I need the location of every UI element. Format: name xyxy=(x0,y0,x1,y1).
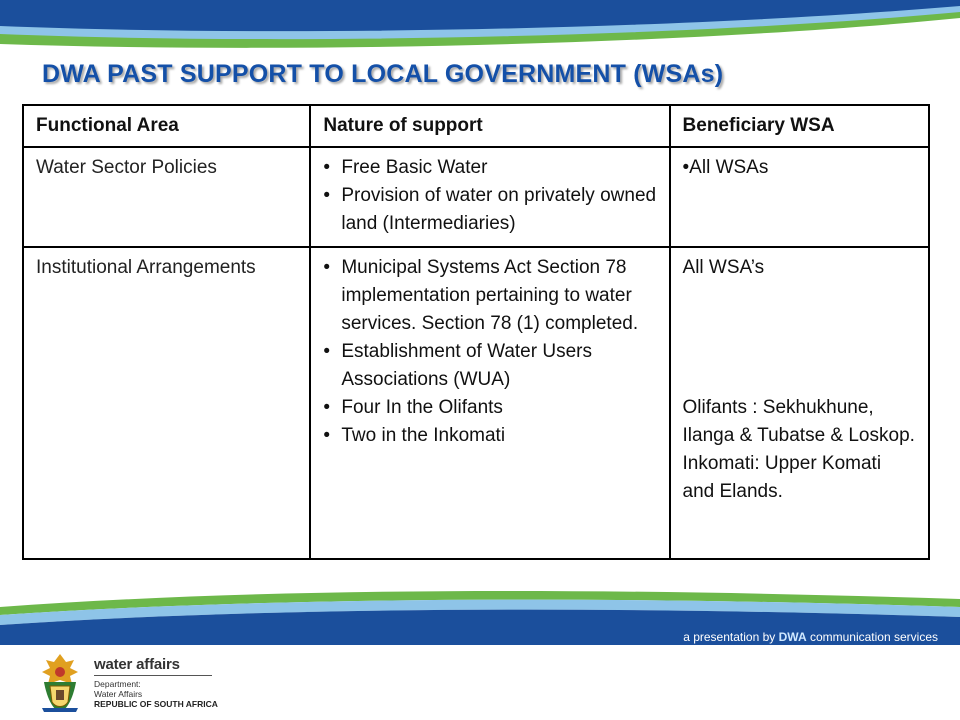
logo-dept-line1: Department: xyxy=(94,679,141,689)
tagline-brand: DWA xyxy=(778,630,807,644)
cell-functional-area: Institutional Arrangements xyxy=(23,247,310,559)
tagline-prefix: a presentation by xyxy=(683,630,776,644)
beneficiary-text: Olifants : Sekhukhune, Ilanga & Tubatse & Loskop. Inkomati: Upper Komati and Elands. xyxy=(682,397,915,502)
slide-title: DWA PAST SUPPORT TO LOCAL GOVERNMENT (WSAs) xyxy=(42,60,724,88)
beneficiary-spacer xyxy=(683,282,918,394)
list-item: • Municipal Systems Act Section 78 implementation pertaining to water services. Section 78 (1) completed. xyxy=(323,254,658,338)
header-functional-area: Functional Area xyxy=(23,105,310,147)
table-row xyxy=(23,147,929,247)
list-item: • Provision of water on privately owned land (Intermediaries) xyxy=(323,182,658,238)
coat-of-arms-icon xyxy=(36,652,84,714)
cell-nature-of-support xyxy=(310,147,669,247)
logo-text xyxy=(94,656,218,709)
beneficiary-text: •All WSAs xyxy=(682,157,769,178)
dwa-logo xyxy=(36,652,236,716)
support-list xyxy=(323,154,658,238)
cell-nature-of-support xyxy=(310,247,669,559)
logo-republic: REPUBLIC OF SOUTH AFRICA xyxy=(94,699,218,709)
logo-divider xyxy=(94,675,212,676)
list-item: • Free Basic Water xyxy=(323,154,658,182)
support-table xyxy=(22,104,930,560)
header-swoosh-band xyxy=(0,0,960,60)
list-item: • Establishment of Water Users Associations (WUA) xyxy=(323,338,658,394)
support-list xyxy=(323,254,658,450)
cell-beneficiary-wsa xyxy=(670,247,929,559)
beneficiary-text: All WSA’s xyxy=(682,257,765,278)
cell-functional-area: Water Sector Policies xyxy=(23,147,310,247)
table-header-row xyxy=(23,105,929,147)
logo-dept-line2: Water Affairs xyxy=(94,689,143,699)
tagline-suffix: communication services xyxy=(809,630,938,644)
table-row xyxy=(23,247,929,559)
cell-beneficiary-wsa xyxy=(670,147,929,247)
list-item: • Four In the Olifants xyxy=(323,394,658,422)
header-beneficiary-wsa: Beneficiary WSA xyxy=(670,105,929,147)
header-nature-of-support: Nature of support xyxy=(310,105,669,147)
logo-brand-name: water affairs xyxy=(94,656,180,673)
presentation-tagline xyxy=(683,630,938,644)
list-item: • Two in the Inkomati xyxy=(323,422,658,450)
